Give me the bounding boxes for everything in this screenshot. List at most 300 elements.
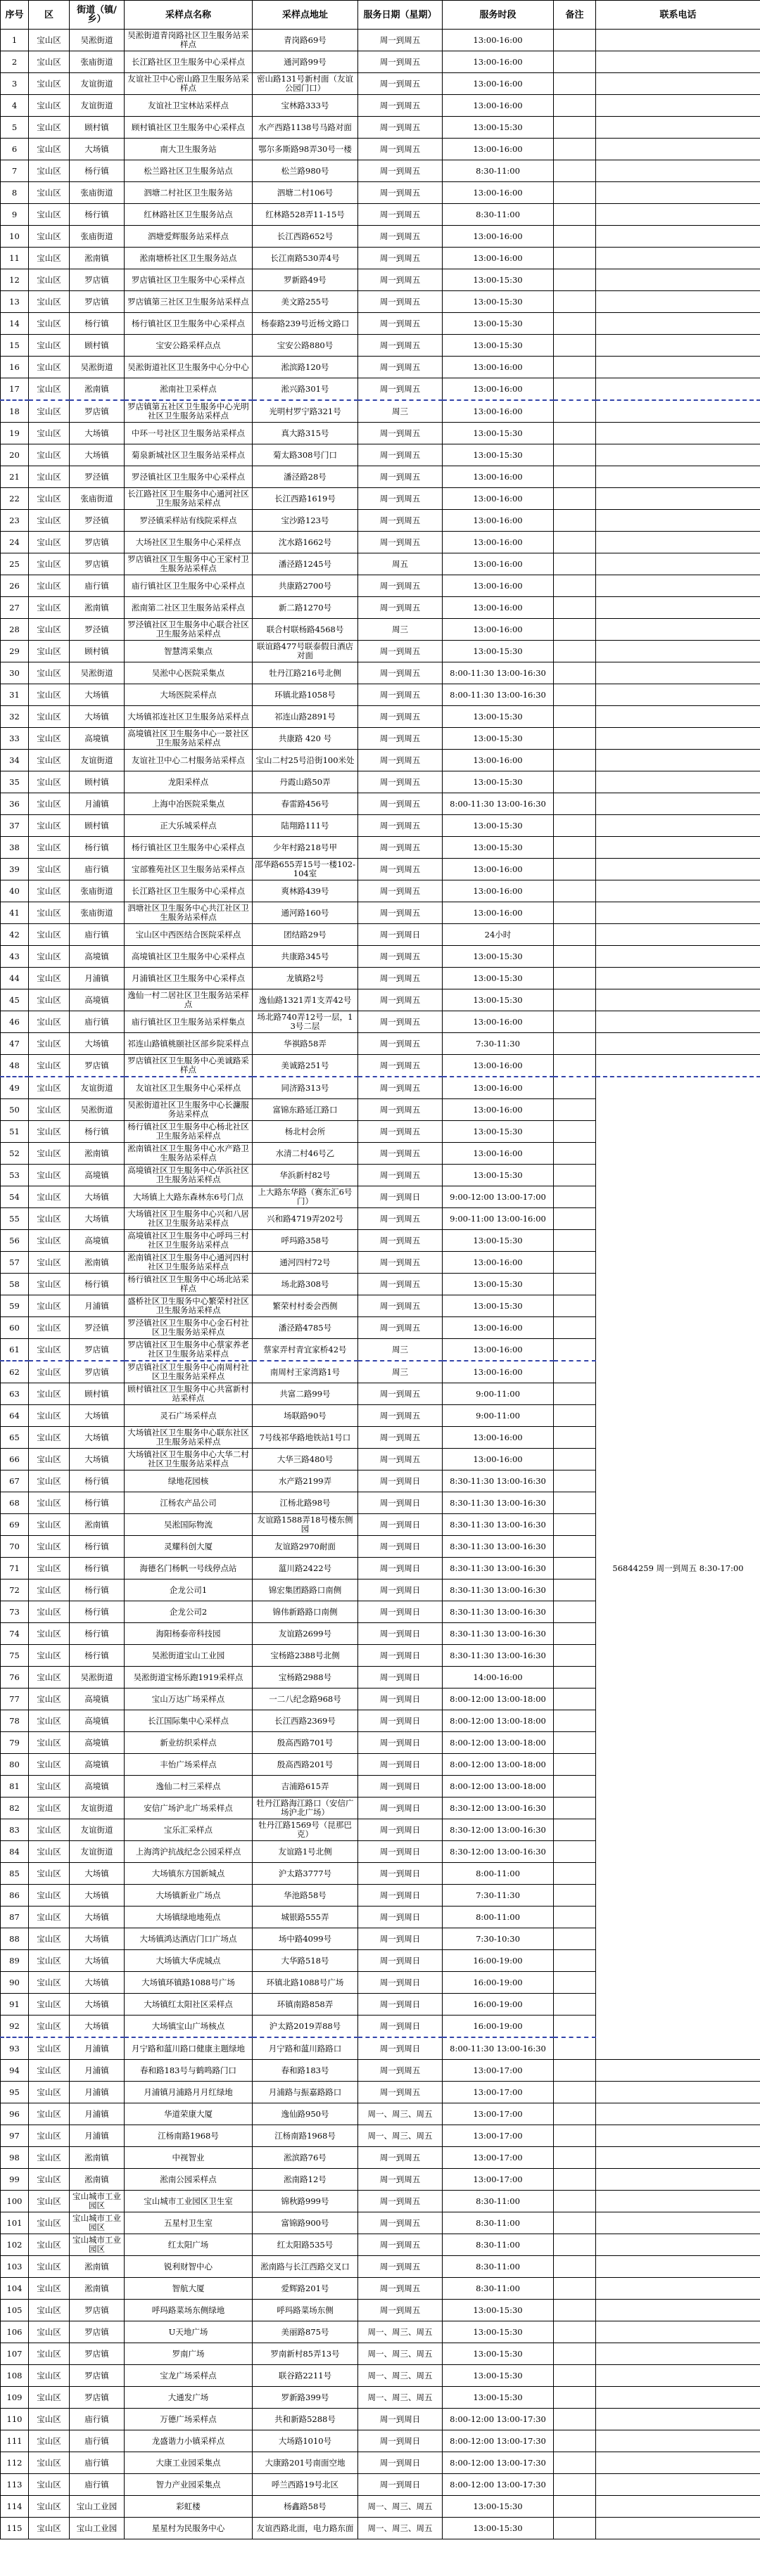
cell-contact — [596, 2103, 760, 2125]
cell-service-days: 周一到周五 — [358, 2147, 443, 2169]
cell-street: 罗店镇 — [70, 1339, 125, 1361]
cell-street: 大场镇 — [70, 706, 125, 728]
cell-street: 顾村镇 — [70, 771, 125, 793]
cell-site-address: 光明村罗宁路321号 — [253, 400, 358, 423]
cell-service-days: 周一到周日 — [358, 1186, 443, 1208]
cell-service-days: 周一到周五 — [358, 117, 443, 139]
cell-contact — [596, 269, 760, 291]
cell-service-days: 周一到周五 — [358, 815, 443, 837]
cell-remarks — [554, 793, 596, 815]
cell-remarks — [554, 1928, 596, 1950]
cell-site-name: 星星村为民服务中心 — [125, 2518, 253, 2539]
cell-remarks — [554, 1033, 596, 1055]
cell-service-days: 周一到周五 — [358, 226, 443, 248]
cell-contact — [596, 2278, 760, 2300]
table-row — [1, 706, 760, 728]
cell-district: 宝山区 — [29, 1885, 70, 1907]
table-row — [1, 423, 760, 444]
cell-service-hours: 8:30-11:30 13:00-16:30 — [443, 1536, 554, 1558]
cell-contact — [596, 728, 760, 750]
cell-index: 28 — [1, 619, 29, 641]
cell-street: 吴淞街道 — [70, 1099, 125, 1121]
table-row — [1, 2474, 760, 2496]
cell-index: 16 — [1, 357, 29, 378]
cell-street: 宝山工业园 — [70, 2496, 125, 2518]
cell-site-address: 丹霞山路50弄 — [253, 771, 358, 793]
cell-street: 友谊街道 — [70, 73, 125, 95]
table-row — [1, 269, 760, 291]
cell-service-hours: 13:00-15:30 — [443, 1274, 554, 1295]
cell-district: 宝山区 — [29, 357, 70, 378]
cell-service-days: 周一、周三、周五 — [358, 2125, 443, 2147]
cell-remarks — [554, 444, 596, 466]
header-index: 序号 — [1, 1, 29, 30]
cell-district: 宝山区 — [29, 2037, 70, 2060]
cell-service-hours: 8:00-12:00 13:00-18:00 — [443, 1710, 554, 1732]
cell-district: 宝山区 — [29, 1317, 70, 1339]
cell-contact — [596, 2387, 760, 2409]
cell-site-name: 庙行镇社区卫生服务中心采样点 — [125, 575, 253, 597]
cell-street: 宝山城市工业园区 — [70, 2191, 125, 2212]
cell-service-hours: 8:00-11:30 13:00-16:30 — [443, 684, 554, 706]
cell-site-name: 吴淞街道宝杨乐跑1919采样点 — [125, 1667, 253, 1689]
cell-site-name: 企龙公司1 — [125, 1579, 253, 1601]
cell-service-days: 周一到周五 — [358, 51, 443, 73]
cell-site-address: 爱辉路201号 — [253, 2278, 358, 2300]
cell-site-name: 淞南公园采样点 — [125, 2169, 253, 2191]
table-row — [1, 771, 760, 793]
cell-remarks — [554, 1011, 596, 1033]
cell-street: 淞南镇 — [70, 1514, 125, 1536]
cell-site-address: 杨泰路239号近杨文路口 — [253, 313, 358, 335]
cell-contact — [596, 2191, 760, 2212]
cell-district: 宝山区 — [29, 1449, 70, 1470]
cell-remarks — [554, 2452, 596, 2474]
cell-site-name: 安信广场沪北广场采样点 — [125, 1798, 253, 1819]
cell-district: 宝山区 — [29, 1339, 70, 1361]
cell-street: 高境镇 — [70, 1776, 125, 1798]
cell-index: 82 — [1, 1798, 29, 1819]
cell-index: 38 — [1, 837, 29, 859]
cell-index: 95 — [1, 2082, 29, 2103]
cell-service-hours: 13:00-16:00 — [443, 51, 554, 73]
cell-contact — [596, 313, 760, 335]
cell-remarks — [554, 2387, 596, 2409]
cell-street: 张庙街道 — [70, 182, 125, 204]
cell-district: 宝山区 — [29, 1907, 70, 1928]
cell-index: 77 — [1, 1689, 29, 1710]
cell-contact — [596, 51, 760, 73]
cell-street: 杨行镇 — [70, 1645, 125, 1667]
cell-remarks — [554, 989, 596, 1011]
cell-remarks — [554, 226, 596, 248]
cell-service-days: 周一到周日 — [358, 2409, 443, 2430]
cell-remarks — [554, 837, 596, 859]
cell-index: 8 — [1, 182, 29, 204]
table-row — [1, 793, 760, 815]
cell-remarks — [554, 728, 596, 750]
cell-index: 51 — [1, 1121, 29, 1143]
cell-site-address: 蔡家弄村青宜家桥42号 — [253, 1339, 358, 1361]
header-site-name: 采样点名称 — [125, 1, 253, 30]
cell-contact — [596, 771, 760, 793]
table-row — [1, 2103, 760, 2125]
cell-service-days: 周一到周五 — [358, 946, 443, 968]
table-row — [1, 204, 760, 226]
cell-remarks — [554, 1623, 596, 1645]
cell-service-days: 周一到周五 — [358, 204, 443, 226]
cell-district: 宝山区 — [29, 1601, 70, 1623]
cell-service-hours: 13:00-16:00 — [443, 73, 554, 95]
cell-service-days: 周一到周日 — [358, 1776, 443, 1798]
cell-index: 40 — [1, 880, 29, 902]
cell-contact — [596, 2365, 760, 2387]
cell-remarks — [554, 1536, 596, 1558]
cell-district: 宝山区 — [29, 1514, 70, 1536]
cell-service-hours: 13:00-15:30 — [443, 2496, 554, 2518]
cell-service-hours: 13:00-16:00 — [443, 1339, 554, 1361]
cell-index: 91 — [1, 1994, 29, 2016]
cell-remarks — [554, 750, 596, 771]
cell-contact — [596, 466, 760, 488]
cell-site-address: 邵华路655弄15号一楼102-104室 — [253, 859, 358, 880]
table-row — [1, 1011, 760, 1033]
cell-service-days: 周一到周五 — [358, 95, 443, 117]
cell-contact — [596, 815, 760, 837]
cell-site-address: 逸仙路950号 — [253, 2103, 358, 2125]
cell-street: 高境镇 — [70, 1165, 125, 1186]
cell-district: 宝山区 — [29, 2343, 70, 2365]
cell-site-address: 宝杨路2388号北侧 — [253, 1645, 358, 1667]
cell-index: 61 — [1, 1339, 29, 1361]
cell-service-hours: 13:00-17:00 — [443, 2103, 554, 2125]
table-row — [1, 968, 760, 989]
cell-district: 宝山区 — [29, 1011, 70, 1033]
cell-remarks — [554, 2256, 596, 2278]
cell-service-hours: 13:00-15:30 — [443, 968, 554, 989]
cell-service-hours: 8:00-12:00 13:00-17:30 — [443, 2430, 554, 2452]
table-row — [1, 1055, 760, 1077]
cell-remarks — [554, 575, 596, 597]
cell-remarks — [554, 1689, 596, 1710]
cell-service-hours: 8:30-11:30 13:00-16:30 — [443, 1601, 554, 1623]
cell-district: 宝山区 — [29, 1252, 70, 1274]
cell-service-hours: 8:30-11:30 13:00-16:30 — [443, 1623, 554, 1645]
cell-index: 92 — [1, 2016, 29, 2038]
cell-street: 高境镇 — [70, 1230, 125, 1252]
cell-contact — [596, 2082, 760, 2103]
cell-site-name: 顾村镇社区卫生服务中心采样点 — [125, 117, 253, 139]
cell-service-days: 周一到周日 — [358, 2430, 443, 2452]
cell-remarks — [554, 2496, 596, 2518]
cell-service-hours: 8:30-12:00 13:00-16:30 — [443, 1798, 554, 1819]
cell-street: 宝山工业园 — [70, 2518, 125, 2539]
cell-site-address: 杨北村会所 — [253, 1121, 358, 1143]
cell-remarks — [554, 269, 596, 291]
cell-index: 37 — [1, 815, 29, 837]
cell-site-name: 大康工业园采集点 — [125, 2452, 253, 2474]
cell-site-address: 南周村王家湾路1号 — [253, 1361, 358, 1383]
cell-site-address: 通河路160号 — [253, 902, 358, 924]
cell-remarks — [554, 1514, 596, 1536]
cell-site-address: 友谊路2699号 — [253, 1623, 358, 1645]
cell-remarks — [554, 902, 596, 924]
cell-index: 88 — [1, 1928, 29, 1950]
cell-site-name: 长江路社区卫生服务中心采样点 — [125, 51, 253, 73]
cell-site-name: 罗泾镇采样站有线院采样点 — [125, 510, 253, 532]
table-row — [1, 2300, 760, 2321]
cell-district: 宝山区 — [29, 902, 70, 924]
cell-site-address: 环镇北路1058号 — [253, 684, 358, 706]
cell-district: 宝山区 — [29, 117, 70, 139]
cell-district: 宝山区 — [29, 880, 70, 902]
cell-contact — [596, 880, 760, 902]
cell-service-days: 周一到周五 — [358, 2191, 443, 2212]
cell-site-name: 长江路社区卫生服务中心采样点 — [125, 880, 253, 902]
header-street: 街道（镇/乡） — [70, 1, 125, 30]
cell-remarks — [554, 859, 596, 880]
cell-service-hours: 16:00-19:00 — [443, 2016, 554, 2038]
cell-district: 宝山区 — [29, 73, 70, 95]
cell-service-hours: 13:00-16:00 — [443, 1252, 554, 1274]
cell-contact — [596, 2169, 760, 2191]
cell-site-address: 长江南路530弄4号 — [253, 248, 358, 269]
cell-street: 罗店镇 — [70, 2343, 125, 2365]
cell-site-name: 长江路社区卫生服务中心通河社区卫生服务站采样点 — [125, 488, 253, 510]
cell-site-address: 真大路315号 — [253, 423, 358, 444]
cell-district: 宝山区 — [29, 1492, 70, 1514]
cell-index: 112 — [1, 2452, 29, 2474]
cell-remarks — [554, 662, 596, 684]
table-row — [1, 117, 760, 139]
cell-index: 108 — [1, 2365, 29, 2387]
cell-street: 大场镇 — [70, 1994, 125, 2016]
cell-street: 大场镇 — [70, 1885, 125, 1907]
cell-index: 56 — [1, 1230, 29, 1252]
cell-site-name: 友谊社卫中心二村服务站采样点 — [125, 750, 253, 771]
cell-contact — [596, 2496, 760, 2518]
cell-contact — [596, 2125, 760, 2147]
cell-site-name: 江杨南路1968号 — [125, 2125, 253, 2147]
cell-site-address: 青岗路69号 — [253, 30, 358, 51]
cell-site-name: 江杨农产品公司 — [125, 1492, 253, 1514]
cell-street: 大场镇 — [70, 1033, 125, 1055]
cell-site-address: 淞滨路76号 — [253, 2147, 358, 2169]
cell-district: 宝山区 — [29, 575, 70, 597]
cell-street: 大场镇 — [70, 444, 125, 466]
table-row — [1, 2169, 760, 2191]
cell-street: 罗泾镇 — [70, 619, 125, 641]
cell-remarks — [554, 1295, 596, 1317]
cell-service-days: 周一到周日 — [358, 1950, 443, 1972]
cell-remarks — [554, 1252, 596, 1274]
cell-service-hours: 13:00-16:00 — [443, 1011, 554, 1033]
cell-district: 宝山区 — [29, 400, 70, 423]
cell-remarks — [554, 139, 596, 160]
cell-site-address: 美诚路251号 — [253, 1055, 358, 1077]
cell-service-hours: 13:00-16:00 — [443, 1099, 554, 1121]
cell-remarks — [554, 946, 596, 968]
cell-district: 宝山区 — [29, 1165, 70, 1186]
table-row — [1, 357, 760, 378]
cell-district: 宝山区 — [29, 313, 70, 335]
cell-district: 宝山区 — [29, 2060, 70, 2082]
cell-site-address: 月宁路和蕰川路路口 — [253, 2037, 358, 2060]
cell-site-address: 场联路90号 — [253, 1405, 358, 1427]
cell-site-address: 锦宏集团路路口南侧 — [253, 1579, 358, 1601]
cell-service-hours: 24小时 — [443, 924, 554, 946]
cell-remarks — [554, 1383, 596, 1405]
cell-service-days: 周一、周三、周五 — [358, 2365, 443, 2387]
cell-street: 杨行镇 — [70, 1492, 125, 1514]
cell-site-name: 友谊社卫宝林站采样点 — [125, 95, 253, 117]
cell-service-hours: 8:00-12:00 13:00-18:00 — [443, 1732, 554, 1754]
cell-street: 淞南镇 — [70, 2256, 125, 2278]
table-row — [1, 400, 760, 423]
cell-remarks — [554, 1143, 596, 1165]
cell-remarks — [554, 1885, 596, 1907]
cell-site-address: 共康路 420 号 — [253, 728, 358, 750]
cell-service-hours: 13:00-16:00 — [443, 859, 554, 880]
cell-service-days: 周五 — [358, 553, 443, 575]
cell-remarks — [554, 291, 596, 313]
cell-site-address: 友谊西路北面，电力路东面 — [253, 2518, 358, 2539]
cell-remarks — [554, 1208, 596, 1230]
cell-site-address: 兴和路4719弄202号 — [253, 1208, 358, 1230]
cell-street: 高境镇 — [70, 728, 125, 750]
table-row — [1, 2191, 760, 2212]
cell-site-address: 潘泾路1245号 — [253, 553, 358, 575]
cell-site-name: 灵石广场采样点 — [125, 1405, 253, 1427]
cell-street: 庙行镇 — [70, 2409, 125, 2430]
cell-service-days: 周一到周五 — [358, 532, 443, 553]
cell-service-days: 周一到周五 — [358, 706, 443, 728]
cell-district: 宝山区 — [29, 2452, 70, 2474]
cell-index: 63 — [1, 1383, 29, 1405]
cell-service-hours: 13:00-16:00 — [443, 357, 554, 378]
cell-remarks — [554, 1099, 596, 1121]
cell-site-name: 大场镇大华虎城点 — [125, 1950, 253, 1972]
cell-index: 98 — [1, 2147, 29, 2169]
cell-remarks — [554, 2278, 596, 2300]
cell-street: 罗店镇 — [70, 2365, 125, 2387]
cell-index: 102 — [1, 2234, 29, 2256]
cell-remarks — [554, 423, 596, 444]
cell-service-days: 周一到周日 — [358, 2474, 443, 2496]
table-row — [1, 2387, 760, 2409]
cell-service-days: 周一到周五 — [358, 1033, 443, 1055]
cell-contact — [596, 30, 760, 51]
cell-district: 宝山区 — [29, 1230, 70, 1252]
cell-site-name: 五星村卫生室 — [125, 2212, 253, 2234]
cell-remarks — [554, 1972, 596, 1994]
cell-contact — [596, 2343, 760, 2365]
cell-street: 张庙街道 — [70, 902, 125, 924]
cell-remarks — [554, 2037, 596, 2060]
cell-contact — [596, 706, 760, 728]
cell-district: 宝山区 — [29, 30, 70, 51]
cell-site-name: 智力产业园采集点 — [125, 2474, 253, 2496]
cell-street: 张庙街道 — [70, 51, 125, 73]
cell-street: 友谊街道 — [70, 1841, 125, 1863]
table-row — [1, 2321, 760, 2343]
cell-service-hours: 13:00-16:00 — [443, 488, 554, 510]
cell-district: 宝山区 — [29, 837, 70, 859]
table-row — [1, 335, 760, 357]
cell-remarks — [554, 313, 596, 335]
cell-site-name: 逸仙二村三采样点 — [125, 1776, 253, 1798]
table-row — [1, 815, 760, 837]
cell-service-hours: 13:00-15:30 — [443, 1230, 554, 1252]
cell-service-days: 周一到周五 — [358, 1099, 443, 1121]
table-row — [1, 684, 760, 706]
table-row — [1, 2430, 760, 2452]
cell-service-days: 周一到周日 — [358, 1907, 443, 1928]
cell-service-days: 周一到周日 — [358, 1558, 443, 1579]
cell-index: 15 — [1, 335, 29, 357]
cell-service-hours: 13:00-15:30 — [443, 269, 554, 291]
cell-site-name: 吴淞中心医院采集点 — [125, 662, 253, 684]
cell-service-hours: 7:30-10:30 — [443, 1928, 554, 1950]
cell-index: 109 — [1, 2387, 29, 2409]
cell-remarks — [554, 597, 596, 619]
cell-site-name: 华道荣康大厦 — [125, 2103, 253, 2125]
cell-service-days: 周一到周五 — [358, 968, 443, 989]
cell-district: 宝山区 — [29, 1055, 70, 1077]
cell-street: 淞南镇 — [70, 248, 125, 269]
cell-district: 宝山区 — [29, 1361, 70, 1383]
cell-district: 宝山区 — [29, 946, 70, 968]
cell-site-name: 友谊社区卫生服务中心采样点 — [125, 1077, 253, 1099]
cell-service-days: 周一到周五 — [358, 357, 443, 378]
cell-service-hours: 13:00-16:00 — [443, 1449, 554, 1470]
cell-district: 宝山区 — [29, 1405, 70, 1427]
table-row — [1, 2518, 760, 2539]
cell-district: 宝山区 — [29, 2474, 70, 2496]
cell-site-address: 宝林路333号 — [253, 95, 358, 117]
cell-index: 75 — [1, 1645, 29, 1667]
cell-street: 高境镇 — [70, 1732, 125, 1754]
table-row — [1, 510, 760, 532]
cell-remarks — [554, 466, 596, 488]
cell-index: 31 — [1, 684, 29, 706]
cell-site-address: 大场路1010号 — [253, 2430, 358, 2452]
cell-site-name: 泗塘二村社区卫生服务站 — [125, 182, 253, 204]
cell-street: 大场镇 — [70, 1449, 125, 1470]
cell-service-days: 周一到周五 — [358, 2234, 443, 2256]
cell-index: 72 — [1, 1579, 29, 1601]
cell-index: 66 — [1, 1449, 29, 1470]
cell-district: 宝山区 — [29, 1798, 70, 1819]
cell-service-days: 周三 — [358, 400, 443, 423]
cell-street: 吴淞街道 — [70, 662, 125, 684]
cell-service-days: 周一、周三、周五 — [358, 2343, 443, 2365]
cell-service-hours: 13:00-16:00 — [443, 619, 554, 641]
table-row — [1, 2409, 760, 2430]
cell-street: 罗店镇 — [70, 400, 125, 423]
cell-site-address: 呼兰西路19号北区 — [253, 2474, 358, 2496]
cell-service-days: 周一到周五 — [358, 1274, 443, 1295]
cell-index: 24 — [1, 532, 29, 553]
cell-index: 9 — [1, 204, 29, 226]
cell-site-name: 大场社区卫生服务中心采样点 — [125, 532, 253, 553]
cell-service-days: 周一到周日 — [358, 1514, 443, 1536]
cell-site-address: 吉浦路615弄 — [253, 1776, 358, 1798]
cell-service-days: 周三 — [358, 619, 443, 641]
cell-remarks — [554, 1798, 596, 1819]
cell-site-name: 高境镇社区卫生服务中心采样点 — [125, 946, 253, 968]
cell-site-name: 淞南塘桥社区卫生服务站点 — [125, 248, 253, 269]
